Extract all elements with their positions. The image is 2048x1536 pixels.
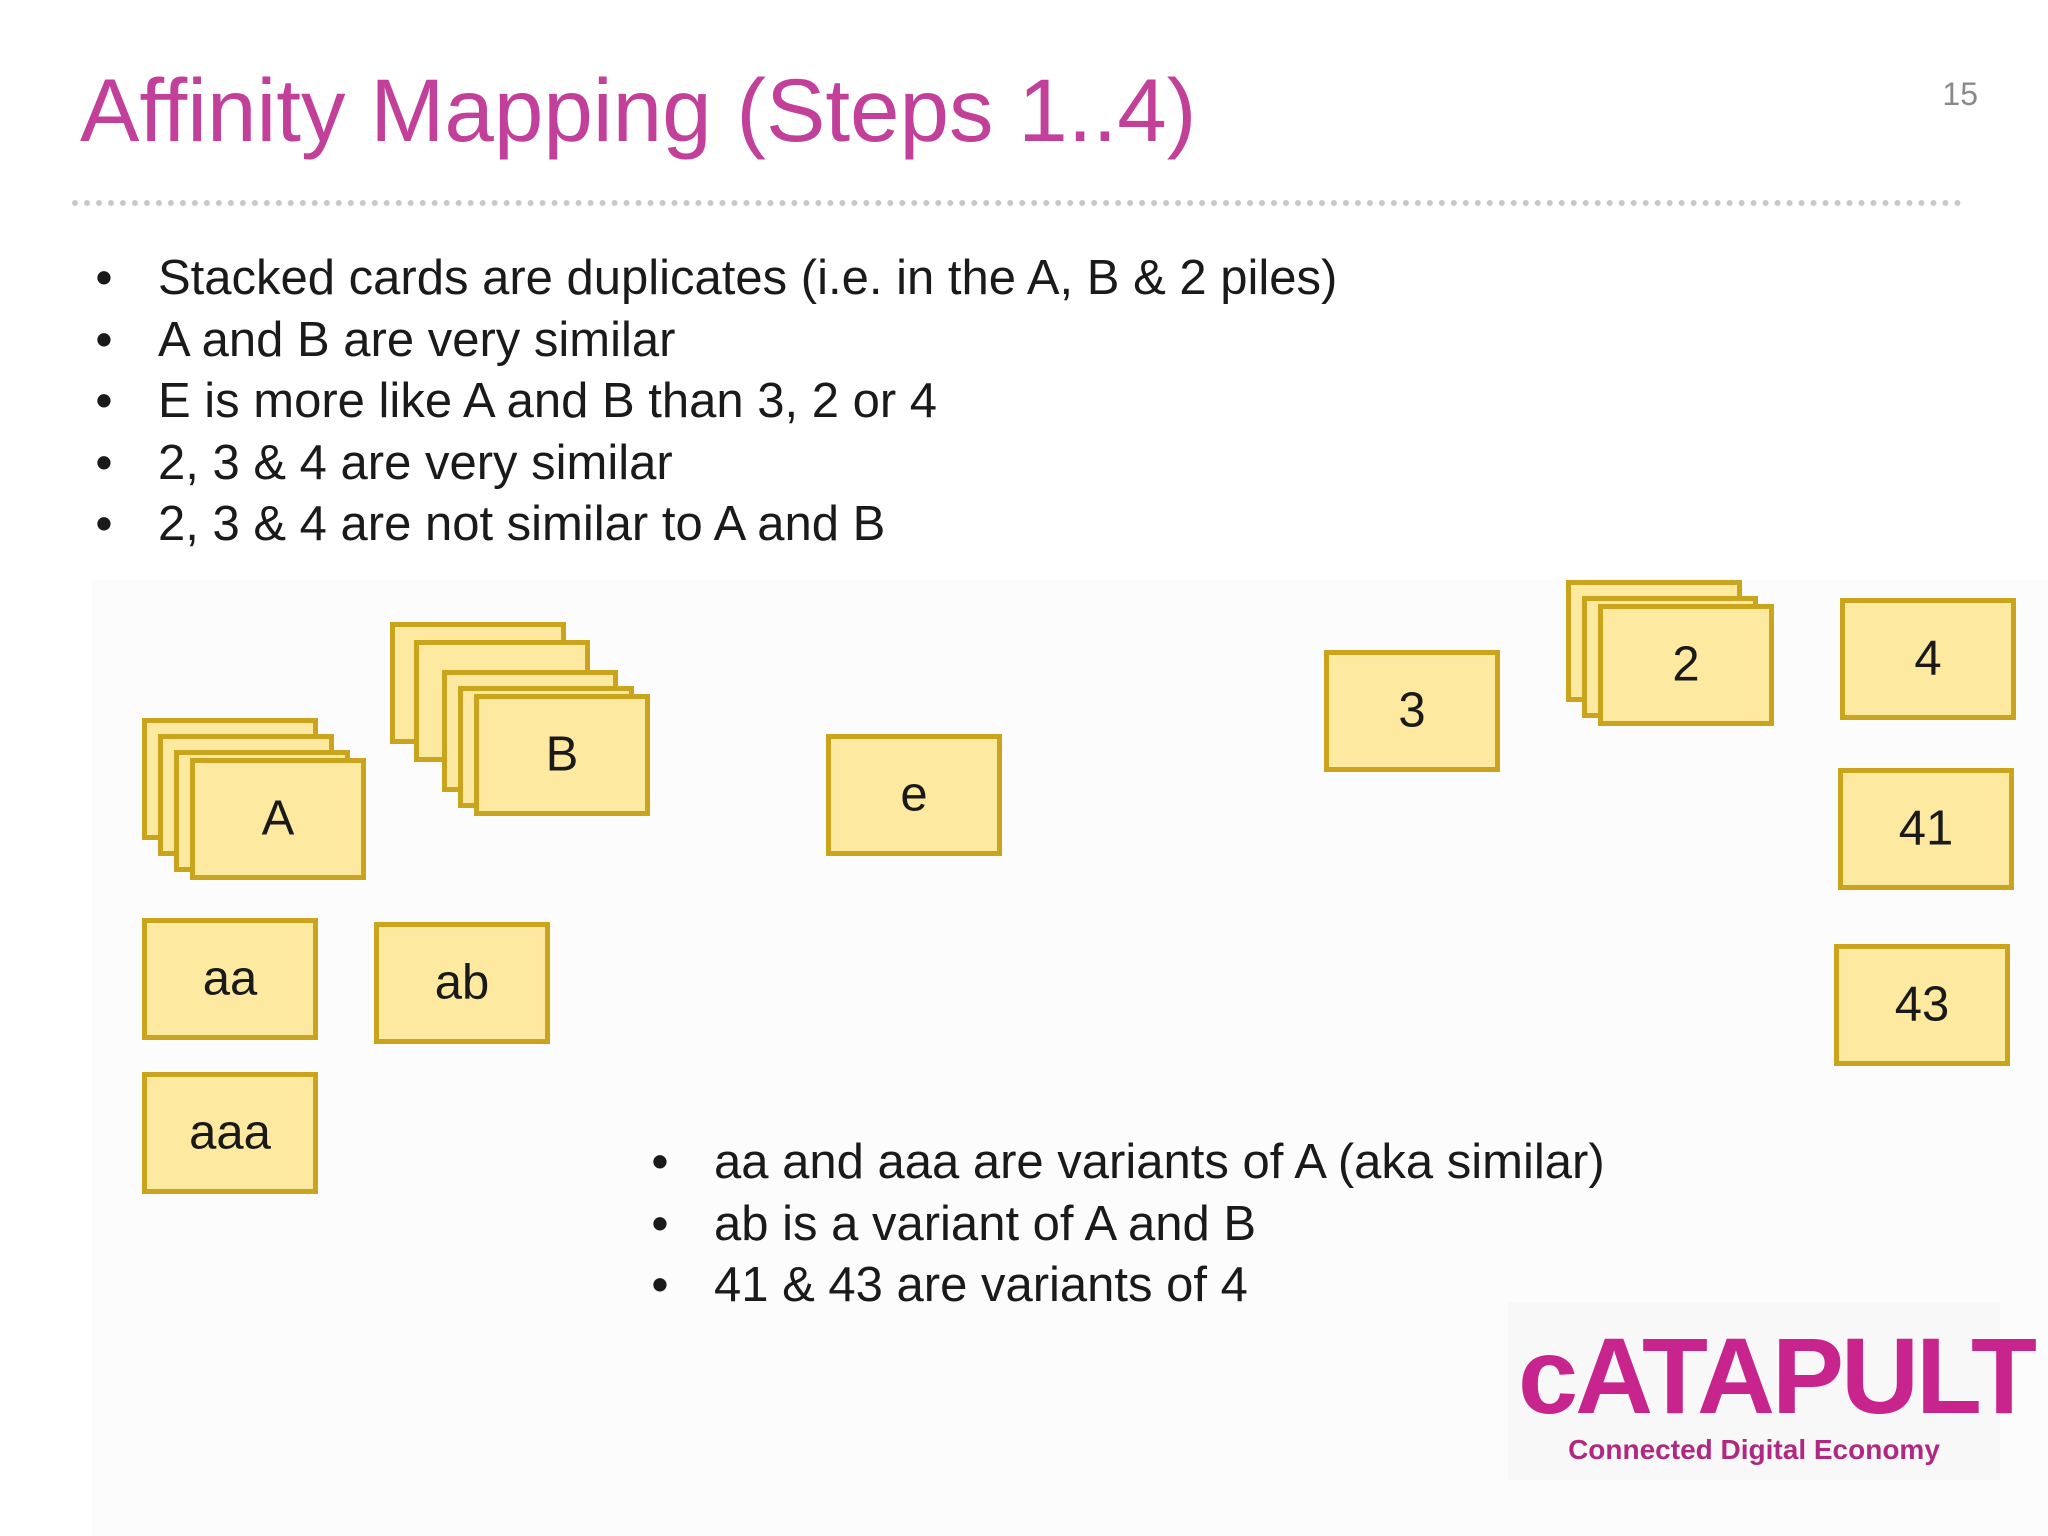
card-label: aaa xyxy=(189,1105,271,1160)
card-ab xyxy=(374,922,550,1044)
variant-item xyxy=(648,1255,1605,1317)
slide-title: Affinity Mapping (Steps 1..4) xyxy=(80,60,1197,160)
observation-item xyxy=(92,433,1337,495)
card-label: 2 xyxy=(1672,637,1700,692)
variant-text: 41 & 43 are variants of 4 xyxy=(714,1258,1248,1312)
bullet-dot: • xyxy=(95,435,113,490)
card-aaa xyxy=(142,1072,318,1194)
observation-item xyxy=(92,310,1337,372)
variant-item xyxy=(648,1132,1605,1194)
card-label: B xyxy=(545,727,579,782)
card-label: 3 xyxy=(1398,683,1426,738)
observation-text: 2, 3 & 4 are not similar to A and B xyxy=(158,497,886,551)
logo-wordmark: cATAPULT xyxy=(1518,1315,2034,1436)
card-a xyxy=(190,758,366,880)
bullet-dot: • xyxy=(651,1258,669,1312)
card-label: 41 xyxy=(1898,801,1954,856)
catapult-logo xyxy=(1508,1302,2034,1480)
card-label: e xyxy=(900,767,928,822)
variants-list xyxy=(648,1132,1605,1317)
card-label: aa xyxy=(202,951,258,1006)
bullet-dot: • xyxy=(651,1196,669,1251)
bullet-dot: • xyxy=(95,374,113,428)
card-label: ab xyxy=(434,955,490,1010)
observation-text: 2, 3 & 4 are very similar xyxy=(158,435,673,490)
logo-tagline: Connected Digital Economy xyxy=(1568,1434,1940,1465)
observation-text: Stacked cards are duplicates (i.e. in the A, B & 2 piles) xyxy=(158,251,1338,305)
card-label: 4 xyxy=(1914,631,1942,686)
card-label: A xyxy=(261,791,295,846)
bullet-dot: • xyxy=(95,497,113,551)
variant-item xyxy=(648,1194,1605,1256)
bullet-dot: • xyxy=(651,1135,669,1189)
card-41 xyxy=(1838,768,2014,890)
observations-list xyxy=(92,248,1337,556)
observation-item xyxy=(92,494,1337,556)
card-aa xyxy=(142,918,318,1040)
variant-text: ab is a variant of A and B xyxy=(714,1196,1257,1251)
observation-item xyxy=(92,248,1337,310)
observation-item xyxy=(92,371,1337,433)
slide-number: 15 xyxy=(1942,76,1978,112)
card-2 xyxy=(1598,604,1774,726)
card-b xyxy=(474,694,650,816)
card-43 xyxy=(1834,944,2010,1066)
card-label: 43 xyxy=(1894,977,1950,1032)
bullet-dot: • xyxy=(95,312,113,367)
variant-text: aa and aaa are variants of A (aka similar) xyxy=(714,1135,1605,1189)
bullet-dot: • xyxy=(95,251,113,305)
card-4 xyxy=(1840,598,2016,720)
title-divider xyxy=(72,200,1962,206)
card-3 xyxy=(1324,650,1500,772)
card-e xyxy=(826,734,1002,856)
observation-text: E is more like A and B than 3, 2 or 4 xyxy=(158,374,937,428)
observation-text: A and B are very similar xyxy=(158,312,676,367)
